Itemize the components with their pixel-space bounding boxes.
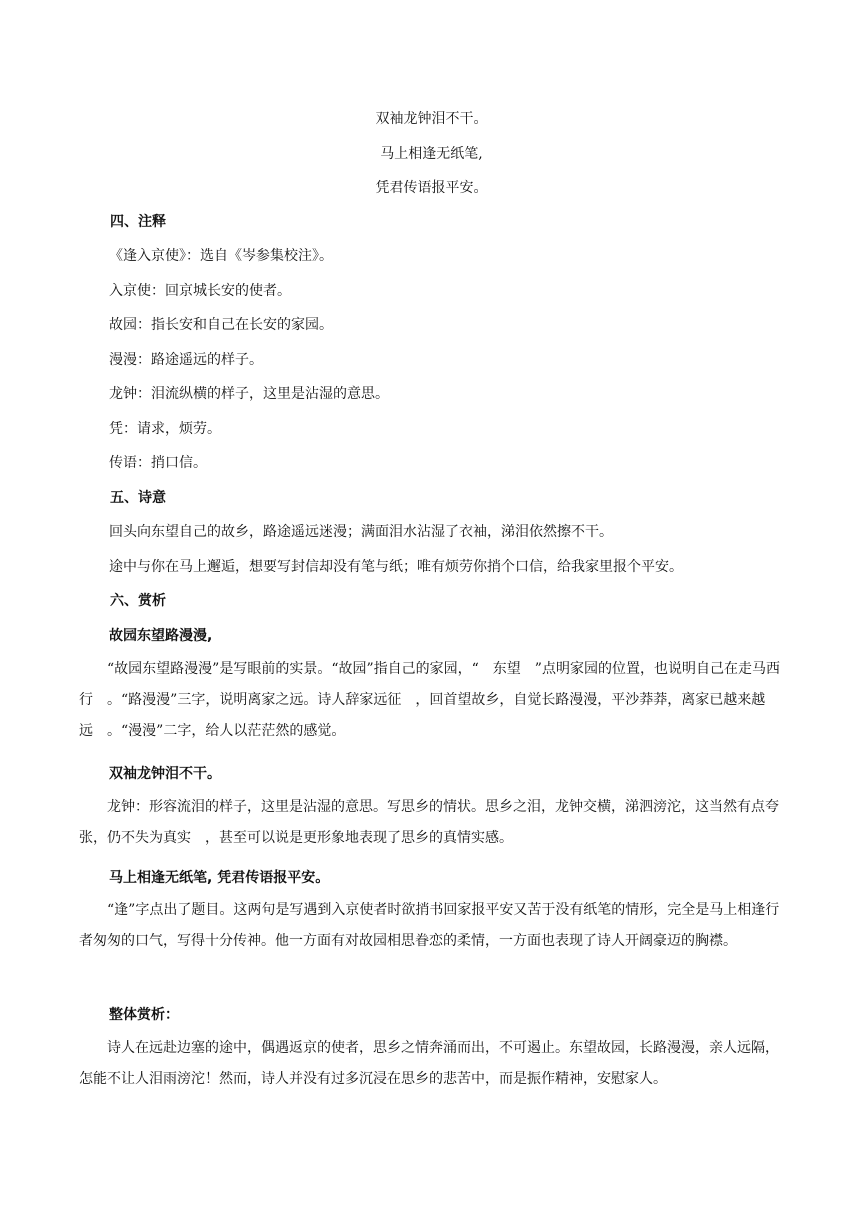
- poem-line: 双袖龙钟泪不干。: [375, 111, 488, 127]
- meaning-line: 回头向东望自己的故乡，路途遥远迷漫；满面泪水沾湿了衣袖，涕泪依然擦不干。: [109, 524, 613, 540]
- document-page: [79, 0, 784, 1216]
- note-item: 传语：捎口信。: [109, 455, 207, 471]
- note-item: 《逢入京使》：选自《岑参集校注》。: [109, 248, 333, 264]
- analysis-paragraph: 诗人在远赴边塞的途中，偶遇返京的使者，思乡之情奔涌而出，不可遏止。东望故园，长路漫漫，亲人远隔，怎能不让人泪雨滂沱！然而，诗人并没有过多沉浸在思乡的悲苦中，而是振作精神，安慰家人。: [79, 1040, 779, 1087]
- analysis-subtitle: 马上相逢无纸笔, 凭君传语报平安。: [109, 870, 330, 886]
- note-item: 入京使：回京城长安的使者。: [109, 283, 291, 299]
- analysis-paragraph: 龙钟：形容流泪的样子，这里是沾湿的意思。写思乡的情状。思乡之泪，龙钟交横，涕泗滂沱，这当然有点夸张，仍不失为真实 ，甚至可以说是更形象地表现了思乡的真情实感。: [79, 799, 779, 846]
- poem-line: 凭君传语报平安。: [375, 180, 488, 196]
- note-item: 凭：请求，烦劳。: [109, 421, 221, 437]
- section-heading-notes: 四、注释: [110, 214, 166, 230]
- analysis-paragraph: “逢”字点出了题目。这两句是写遇到入京使者时欲捎书回家报平安又苦于没有纸笔的情形，完全是马上相逢行者匆匆的口气，写得十分传神。他一方面有对故园相思眷恋的柔情，一方面也表现了诗人开阔豪迈的胸襟。: [79, 902, 780, 949]
- section-heading-meaning: 五、诗意: [110, 490, 166, 506]
- section-heading-appreciation: 六、赏析: [110, 593, 166, 609]
- poem-line: 马上相逢无纸笔,: [380, 146, 483, 162]
- analysis-subtitle: 整体赏析：: [109, 1007, 179, 1023]
- analysis-paragraph: “故园东望路漫漫”是写眼前的实景。“故园”指自己的家园，“ 东望 ”点明家园的位置，也说明自己在走马西行 。“路漫漫”三字，说明离家之远。诗人辞家远征 ，回首望故乡，自觉长路漫漫，平沙莽莽，离家已越来越远 。“漫漫”二字，给人以茫茫然的感觉。: [79, 661, 780, 739]
- note-item: 龙钟：泪流纵横的样子，这里是沾湿的意思。: [109, 386, 389, 402]
- analysis-subtitle: 故园东望路漫漫,: [109, 628, 213, 644]
- note-item: 故园：指长安和自己在长安的家园。: [109, 317, 333, 333]
- note-item: 漫漫：路途遥远的样子。: [109, 352, 263, 368]
- analysis-subtitle: 双袖龙钟泪不干。: [109, 766, 221, 782]
- meaning-line: 途中与你在马上邂逅，想要写封信却没有笔与纸；唯有烦劳你捎个口信，给我家里报个平安。: [109, 559, 683, 575]
